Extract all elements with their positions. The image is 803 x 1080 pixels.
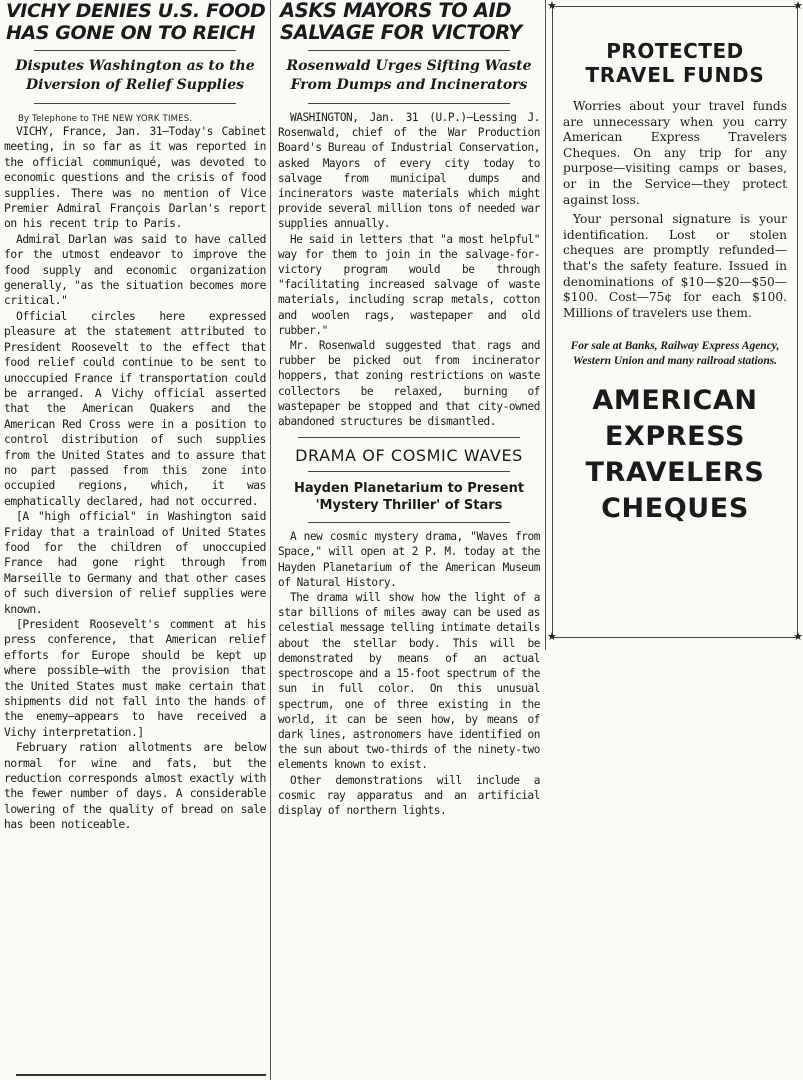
- ad-title: [563, 39, 787, 87]
- star-icon: ★: [547, 631, 557, 643]
- headline-vichy: [4, 0, 266, 44]
- paragraph: [President Roosevelt's comment at his press conference, that American relief efforts for Europe should be kept up where possible—with the provision that the United States must make certain that shipments did not fall into the hands of the enemy—appears to have received a Vichy interpretation.]: [4, 618, 266, 739]
- ad-border-box: [547, 0, 803, 643]
- column-rule-right: [545, 0, 546, 650]
- deck-line: 'Mystery Thriller' of Stars: [315, 498, 503, 514]
- deck-line: Disputes Washington as to the: [15, 58, 255, 74]
- headline-line: ASKS MAYORS TO AID: [280, 0, 512, 22]
- ad-title-line: PROTECTED: [606, 39, 744, 63]
- star-icon: ★: [793, 631, 803, 643]
- divider: [308, 50, 510, 51]
- star-icon: ★: [793, 0, 803, 12]
- brand-line: CHEQUES: [601, 493, 749, 525]
- article-salvage: [278, 0, 540, 1000]
- paragraph: February ration allotments are below normal for wine and fats, but the reduction corresponds almost exactly with the fewer number of days. A considerable lowering of the quality of bread on sale has been noticeable.: [4, 741, 266, 832]
- paragraph: A new cosmic mystery drama, "Waves from Space," will open at 2 P. M. today at the Hayden Planetarium of the American Museum of Natural History.: [278, 530, 540, 589]
- divider: [308, 522, 510, 523]
- paragraph: Other demonstrations will include a cosmic ray apparatus and an artificial display of northern lights.: [278, 773, 540, 817]
- advertisement-american-express: [547, 0, 803, 643]
- headline-line: HAS GONE ON TO REICH: [6, 22, 256, 44]
- section-divider: [298, 437, 520, 438]
- bottom-rule: [16, 1074, 266, 1076]
- deck-cosmic: [278, 480, 540, 514]
- ad-subtitle-line: TRAVEL FUNDS: [585, 63, 765, 87]
- paragraph: VICHY, France, Jan. 31—Today's Cabinet meeting, in so far as it was reported in the official communiqué, was devoted to economic questions and the crisis of food supplies. There was no mention of Vice Premier Admiral François Darlan's report on his recent trip to Paris.: [4, 125, 266, 231]
- ad-paragraph: Your personal signature is your identification. Lost or stolen cheques are promptly refunded—that's the safety feature. Issued in denominations of $10—$20—$50—$100. Cost—75¢ for each $100. Millions of travelers use them.: [563, 212, 787, 320]
- deck-salvage: [278, 57, 540, 95]
- paragraph: Mr. Rosenwald suggested that rags and rubber be picked out from incinerator hoppers, that zoning restrictions on waste collectors be relaxed, burning of wastepaper be stopped and that city-owned abandoned structures be dismantled.: [278, 339, 540, 429]
- paragraph: The drama will show how the light of a star billions of miles away can be used as celestial message telling intimate details about the stellar body. This will be demonstrated by means of an actual spectroscope and a 15-foot spectrum of the sun in full color. On this unusual spectrum, one of three existing in the world, it can be seen how, by means of dark lines, astronomers have identified on the sun about two-thirds of the ninety-two elements known to exist.: [278, 591, 540, 772]
- divider: [308, 103, 510, 104]
- star-icon: ★: [547, 0, 557, 12]
- divider: [34, 103, 236, 104]
- deck-vichy: [4, 57, 266, 95]
- divider: [308, 471, 510, 472]
- paragraph: Official circles here expressed pleasure at the statement attributed to President Roosevelt to the effect that food relief could continue to be sent to unoccupied France if transportation could be arranged. A Vichy official asserted that the American Quakers and the American Red Cross were in a position to control distribution of such supplies from the United States and to assure that no part passed from this zone into occupied regions, which, it was emphatically declared, had not occurred.: [4, 309, 266, 508]
- headline-salvage: [278, 0, 540, 44]
- deck-line: Diversion of Relief Supplies: [26, 77, 244, 93]
- byline: By Telephone to THE NEW YORK TIMES.: [18, 114, 193, 124]
- article-cosmic: [278, 446, 540, 818]
- article-vichy: [4, 0, 266, 1078]
- paragraph: WASHINGTON, Jan. 31 (U.P.)—Lessing J. Rosenwald, chief of the War Production Board's Bureau of Industrial Conservation, asked Mayors of every city today to salvage from municipal dumps and incinerators waste materials which might provide several million tons of needed war supplies annually.: [278, 111, 540, 231]
- brand-line: EXPRESS: [604, 421, 746, 453]
- headline-cosmic: DRAMA OF COSMIC WAVES: [295, 446, 523, 466]
- ad-brand: [563, 383, 787, 527]
- deck-line: From Dumps and Incinerators: [290, 77, 528, 93]
- paragraph: Admiral Darlan was said to have called for the utmost endeavor to improve the food supply and economic organization generally, "as the situation becomes more critical.": [4, 232, 266, 308]
- divider: [34, 50, 236, 51]
- brand-line: AMERICAN: [592, 385, 758, 417]
- paragraph: [A "high official" in Washington said Friday that a trainload of United States food for the children of unoccupied France had gone right through from Marseille to Germany and that other cases of such diversion of relief supplies were known.: [4, 510, 266, 616]
- brand-line: TRAVELERS: [585, 457, 765, 489]
- headline-line: SALVAGE FOR VICTORY: [280, 21, 522, 44]
- paragraph: He said in letters that "a most helpful" way for them to join in the salvage-for-victory program would be through "facilitating increased salvage of waste materials, including scrap metals, cotton and woolen rags, wastepaper and old rubber.": [278, 232, 540, 337]
- deck-line: Hayden Planetarium to Present: [293, 481, 525, 497]
- ad-paragraph: Worries about your travel funds are unnecessary when you carry American Express Travelers Cheques. On any trip for any purpose—visiting camps or bases, or in the Service—they protect against loss.: [563, 99, 787, 207]
- column-rule-left: [270, 0, 271, 1080]
- deck-line: Rosenwald Urges Sifting Waste: [286, 58, 532, 74]
- headline-line: VICHY DENIES U.S. FOOD: [6, 0, 266, 22]
- ad-sale-line: For sale at Banks, Railway Express Agency, Western Union and many railroad stations.: [570, 340, 780, 368]
